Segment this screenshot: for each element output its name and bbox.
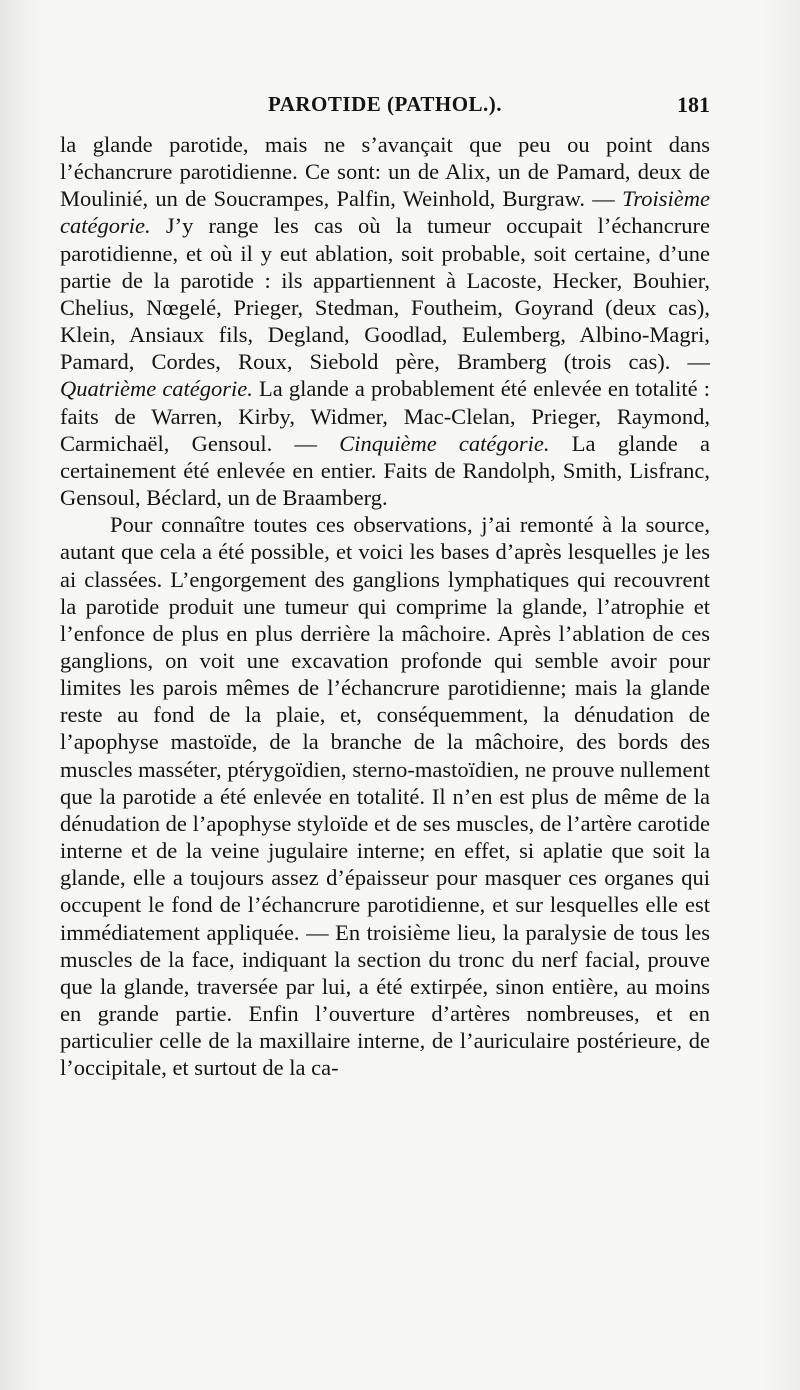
body-text: [60, 131, 710, 1081]
text-run: Pour connaître toutes ces observations, j’ai remonté à la source, autant que cela a été possible, et voici les bases d’après lesquelles je les ai classées. L’engorgement des ganglions lymphatiques qui recouvrent la parotide produit une tumeur qui comprime la glande, l’atrophie et l’enfonce de plus en plus derrière la mâchoire. Après l’ablation de ces ganglions, on voit une excavation profonde qui semble avoir pour limites les parois mêmes de l’échancrure parotidienne; mais la glande reste au fond de la plaie, et, conséquemment, la dénudation de l’apophyse mastoïde, de la branche de la mâchoire, des bords des muscles masséter, ptérygoïdien, sterno-mastoïdien, ne prouve nullement que la parotide a été enlevée en totalité. Il n’en est plus de même de la dénudation de l’apophyse styloïde et de ses muscles, de l’artère carotide interne et de la veine jugulaire interne; en effet, si aplatie que soit la glande, elle a toujours assez d’épaisseur pour masquer ces organes qui occupent le fond de l’échancrure parotidienne, et sur lesquelles elle est immédiatement appliquée. — En troisième lieu, la paralysie de tous les muscles de la face, indiquant la section du tronc du nerf facial, prouve que la glande, traversée par lui, a été extirpée, sinon entière, au moins en grande partie. Enfin l’ouverture d’artères nombreuses, et en particulier celle de la maxillaire interne, de l’auriculaire postérieure, de l’occipitale, et surtout de la ca-: [60, 512, 710, 1081]
page-header: [60, 92, 710, 128]
text-run: la glande parotide, mais ne s’avançait que peu ou point dans l’échancrure parotidienne. Ce sont: un de Alix, un de Pamard, deux de Moulinié, un de Soucrampes, Palfin, Weinhold, Burgraw. —: [60, 132, 710, 212]
paragraph: [60, 511, 710, 1081]
page-number: 181: [677, 92, 710, 117]
running-title: PAROTIDE (PATHOL.).: [267, 92, 503, 116]
text-run: La glande a certainement été enlevée en entier. Faits de Randolph, Smith, Lisfranc, Gensoul, Béclard, un de Braamberg.: [60, 430, 710, 511]
category-heading: Troisième catégorie.: [60, 186, 710, 239]
text-run: La glande a probablement été enlevée en totalité : faits de Warren, Kirby, Widmer, Mac-Clelan, Prieger, Raymond, Carmichaël, Gensoul. —: [60, 376, 710, 456]
paragraph: [60, 131, 710, 511]
category-heading: Quatrième catégorie.: [60, 376, 253, 402]
text-run: J’y range les cas où la tumeur occupait l’échancrure parotidienne, et où il y eut ablation, soit probable, soit certaine, d’une partie de la parotide : ils appartiennent à Lacoste, Hecker, Bouhier, Chelius, Nœgelé, Prieger, Stedman, Foutheim, Goyrand (deux cas), Klein, Ansiaux fils, Degland, Goodlad, Eulemberg, Albino-Magri, Pamard, Cordes, Roux, Siebold père, Bramberg (trois cas). —: [60, 213, 710, 375]
category-heading: Cinquième catégorie.: [339, 430, 550, 456]
